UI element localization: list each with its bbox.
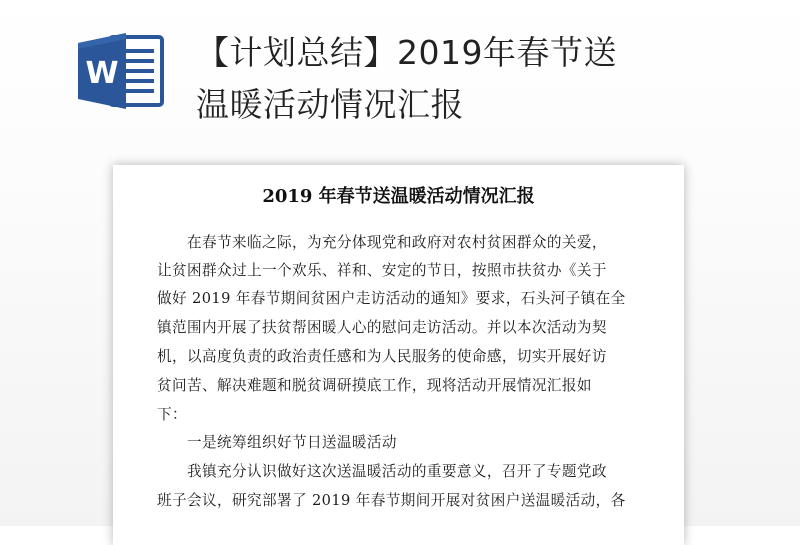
document-page-preview [113,165,684,545]
word-icon-letter: W [85,56,119,91]
document-line: 做好 2019 年春节期间贫困户走访活动的通知》要求，石头河子镇在全 [157,290,626,307]
header-banner [0,0,800,150]
document-line: 机，以高度负责的政治责任感和为人民服务的使命感，切实开展好访 [157,348,607,365]
document-line: 在春节来临之际，为充分体现党和政府对农村贫困群众的关爱， [157,234,607,251]
page-title-line-2: 温暖活动情况汇报 [196,85,464,124]
document-line: 我镇充分认识做好这次送温暖活动的重要意义，召开了专题党政 [157,463,607,480]
document-line: 镇范围内开展了扶贫帮困暖人心的慰问走访活动。并以本次活动为契 [157,319,607,336]
document-line: 让贫困群众过上一个欢乐、祥和、安定的节日，按照市扶贫办《关于 [157,262,607,279]
document-line: 班子会议，研究部署了 2019 年春节期间开展对贫困户送温暖活动，各 [157,492,626,509]
page-title-line-1: 【计划总结】2019年春节送 [196,33,617,72]
document-section-heading: 一是统筹组织好节日送温暖活动 [157,434,397,451]
page-title [196,27,756,131]
document-title: 2019 年春节送温暖活动情况汇报 [262,186,535,207]
word-document-icon [76,31,166,111]
document-line: 贫问苦、解决难题和脱贫调研摸底工作，现将活动开展情况汇报如 [157,377,592,394]
document-line: 下： [157,406,187,423]
